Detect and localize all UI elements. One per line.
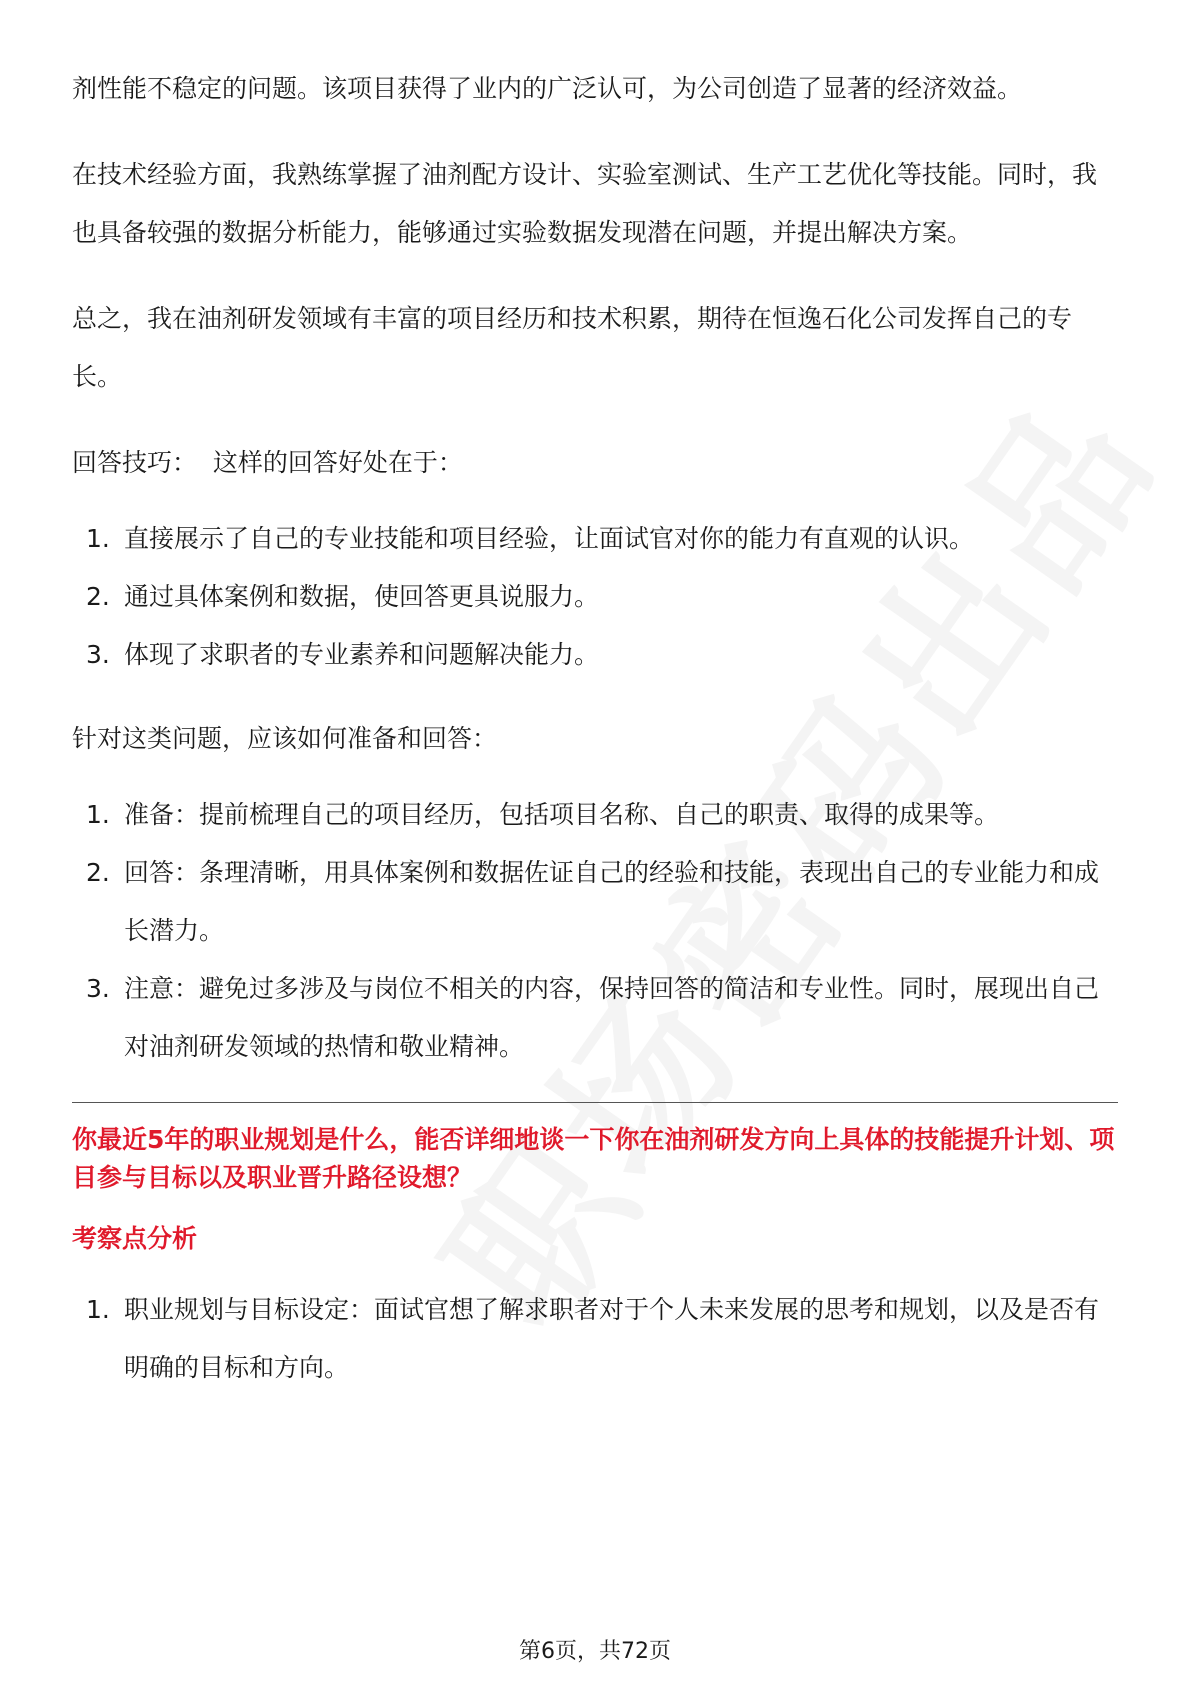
- list-number: 1.: [86, 524, 110, 553]
- list-text: 直接展示了自己的专业技能和项目经验，让面试官对你的能力有直观的认识。: [124, 524, 975, 553]
- paragraph: 在技术经验方面，我熟练掌握了油剂配方设计、实验室测试、生产工艺优化等技能。同时，我也具备较强的数据分析能力，能够通过实验数据发现潜在问题，并提出解决方案。: [72, 160, 1098, 247]
- page-footer: 第6页，共72页: [519, 1639, 671, 1664]
- list-text: 准备：提前梳理自己的项目经历，包括项目名称、自己的职责、取得的成果等。: [124, 800, 1000, 829]
- list-item: [72, 1281, 1118, 1397]
- list-item: [72, 568, 1118, 626]
- prep-heading: 针对这类问题，应该如何准备和回答：: [72, 724, 498, 753]
- list-item: [72, 626, 1118, 684]
- list-item: [72, 844, 1118, 960]
- tips-heading: 回答技巧： 这样的回答好处在于：: [72, 448, 463, 477]
- list-number: 1.: [86, 800, 110, 829]
- list-number: 3.: [86, 974, 110, 1003]
- list-item: [72, 786, 1118, 844]
- list-text: 回答：条理清晰，用具体案例和数据佐证自己的经验和技能，表现出自己的专业能力和成长潜力。: [124, 858, 1100, 945]
- paragraph: 总之，我在油剂研发领域有丰富的项目经历和技术积累，期待在恒逸石化公司发挥自己的专长。: [72, 304, 1073, 391]
- list-number: 3.: [86, 640, 110, 669]
- list-number: 2.: [86, 858, 110, 887]
- document-page: [72, 60, 1118, 1423]
- list-number: 2.: [86, 582, 110, 611]
- list-item: [72, 510, 1118, 568]
- prep-list: [72, 786, 1118, 1076]
- divider: [72, 1102, 1118, 1103]
- question-title: 你最近5年的职业规划是什么，能否详细地谈一下你在油剂研发方向上具体的技能提升计划、项目参与目标以及职业晋升路径设想？: [72, 1125, 1115, 1192]
- list-text: 注意：避免过多涉及与岗位不相关的内容，保持回答的简洁和专业性。同时，展现出自己对油剂研发领域的热情和敬业精神。: [124, 974, 1100, 1061]
- list-number: 1.: [86, 1295, 110, 1324]
- list-item: [72, 960, 1118, 1076]
- tips-list: [72, 510, 1118, 684]
- paragraph: 剂性能不稳定的问题。该项目获得了业内的广泛认可，为公司创造了显著的经济效益。: [72, 74, 1023, 103]
- list-text: 体现了求职者的专业素养和问题解决能力。: [124, 640, 600, 669]
- analysis-list: [72, 1281, 1118, 1397]
- list-text: 通过具体案例和数据，使回答更具说服力。: [124, 582, 600, 611]
- analysis-heading: 考察点分析: [72, 1224, 198, 1253]
- list-text: 职业规划与目标设定：面试官想了解求职者对于个人未来发展的思考和规划，以及是否有明确的目标和方向。: [124, 1295, 1100, 1382]
